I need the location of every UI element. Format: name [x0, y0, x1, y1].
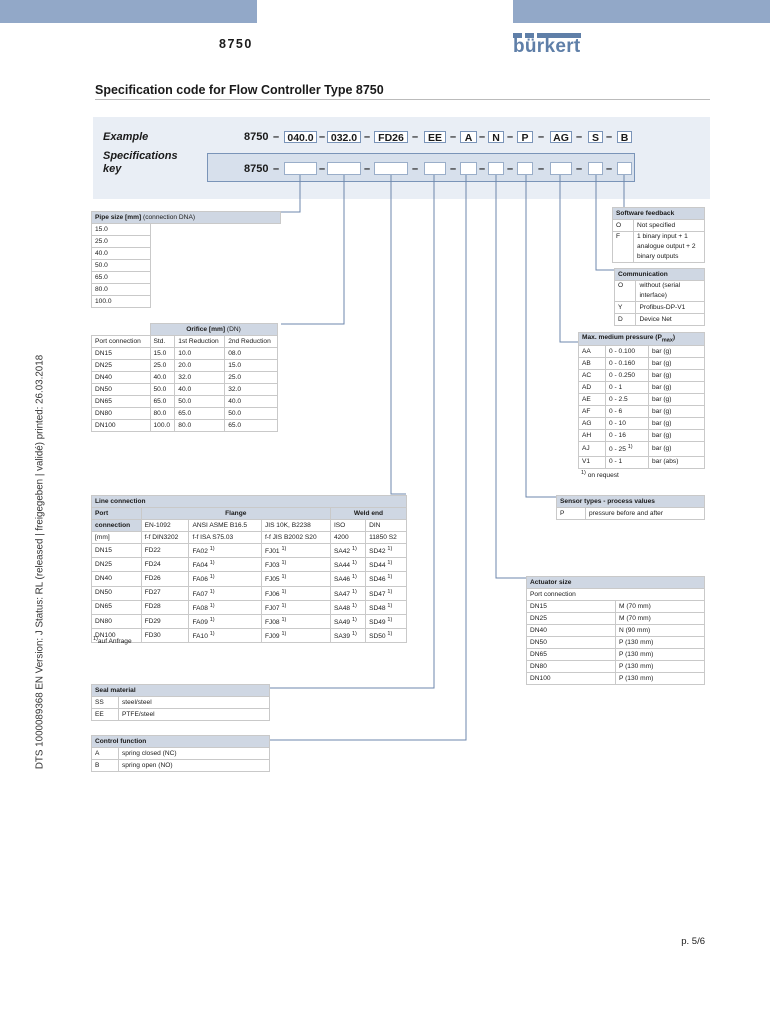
separator: –: [450, 163, 457, 175]
table-row: AB 0 - 0.160 bar (g): [579, 358, 705, 370]
table-row: DN15 15.0 10.0 08.0: [92, 348, 278, 360]
table-row: 15.0: [92, 224, 151, 236]
example-label: Example: [103, 131, 149, 143]
separator: –: [364, 131, 371, 143]
table-row: DN65 P (130 mm): [527, 649, 705, 661]
line-connection-title: Line connection: [92, 496, 407, 508]
example-control-function: A: [460, 131, 477, 143]
separator: –: [606, 163, 613, 175]
example-prefix: 8750: [244, 131, 269, 143]
separator: –: [319, 131, 326, 143]
table-row: AC 0 - 0.250 bar (g): [579, 370, 705, 382]
spec-key-label-line2: key: [103, 163, 122, 175]
max-pressure-footnote: $^{1)}$ on request: [581, 470, 619, 480]
table-row: Y Profibus-DP-V1: [615, 302, 705, 314]
separator: –: [273, 131, 280, 143]
separator: –: [273, 163, 280, 175]
separator: –: [319, 163, 326, 175]
table-row: B spring open (NO): [92, 760, 270, 772]
table-row: DN40 40.0 32.0 25.0: [92, 372, 278, 384]
separator: –: [412, 131, 419, 143]
control-function-title: Control function: [92, 736, 270, 748]
max-pressure-table: [578, 332, 705, 469]
seal-material-table: [91, 684, 270, 721]
table-row: O Not specified: [613, 220, 705, 232]
separator: –: [479, 131, 486, 143]
table-row: F 1 binary input + 1 analogue output + 2 binary outputs: [613, 232, 705, 263]
separator: –: [364, 163, 371, 175]
spec-key-prefix: 8750: [244, 163, 269, 175]
separator: –: [450, 131, 457, 143]
table-row: AH 0 - 16 bar (g): [579, 430, 705, 442]
communication-title: Communication: [615, 269, 705, 281]
table-row: DN40 N (90 mm): [527, 625, 705, 637]
table-row: DN65 65.0 50.0 40.0: [92, 396, 278, 408]
table-row: 50.0: [92, 260, 151, 272]
logo-text: bürkert: [513, 36, 581, 57]
separator: –: [538, 131, 545, 143]
separator: –: [538, 163, 545, 175]
table-row: AE 0 - 2.5 bar (g): [579, 394, 705, 406]
pipe-size-title: Pipe size [mm] (connection DNA): [92, 212, 281, 224]
table-row: 40.0: [92, 248, 151, 260]
table-row: DN50 FD27 FA07 $^{1)}$ FJ06 $^{1)}$ SA47 $^{1)}$ SD47 $^{1)}$: [92, 586, 407, 600]
table-row: EE PTFE/steel: [92, 709, 270, 721]
software-feedback-table: [612, 207, 705, 263]
table-row: DN50 P (130 mm): [527, 637, 705, 649]
separator: –: [412, 163, 419, 175]
table-row: AJ 0 - 25 $^{1)}$ bar (g): [579, 442, 705, 456]
line-connection-table: Line connection Port Flange Weld end connection EN-1092 ANSI ASME B16.5 JIS 10K, B2238 ISO DIN [mm] f-f DIN3202 f-f ISA S75.03 f-f JIS B2002 S20 4200 11850 S2 DN15 FD22 FA02 $^{1)}$ FJ01 $^{1)}$ SA42 $^{1)}$ SD42 $^{1)}$ DN25 FD24 FA04 $^{1)}$ FJ03 $^{1)}$ SA44 $^{1)}$ SD44 $^{1)}$ DN40 FD26 FA06 $^{1)}$ FJ05 $^{1)}$ SA46 $^{1)}$ SD46 $^{1)}$ DN50 FD27 FA07 $^{1)}$ FJ06 $^{1)}$ SA47 $^{1)}$ SD47 $^{1)}$ DN65 FD28 FA08 $^{1)}$ FJ07 $^{1)}$ SA48 $^{1)}$ SD48 $^{1)}$ DN80 FD29 FA09 $^{1)}$ FJ08 $^{1)}$ SA49 $^{1)}$ SD49 $^{1)}$ DN100 FD30 FA10 $^{1)}$ FJ09 $^{1)}$ SA39 $^{1)}$ SD50 $^{1)}$: [91, 495, 407, 643]
spec-key-label-line1: Specifications: [103, 150, 178, 162]
table-row: DN40 FD26 FA06 $^{1)}$ FJ05 $^{1)}$ SA46 $^{1)}$ SD46 $^{1)}$: [92, 572, 407, 586]
max-pressure-title: Max. medium pressure $(P_{max})$: [579, 333, 705, 346]
separator: –: [576, 163, 583, 175]
table-row: DN65 FD28 FA08 $^{1)}$ FJ07 $^{1)}$ SA48 $^{1)}$ SD48 $^{1)}$: [92, 600, 407, 614]
table-row: DN80 80.0 65.0 50.0: [92, 408, 278, 420]
table-row: 25.0: [92, 236, 151, 248]
separator: –: [576, 131, 583, 143]
table-row: D Device Net: [615, 314, 705, 326]
table-row: SS steel/steel: [92, 697, 270, 709]
example-orifice: 032.0: [327, 131, 361, 143]
table-row: DN100 FD30 FA10 $^{1)}$ FJ09 $^{1)}$ SA39 $^{1)}$ SD50 $^{1)}$: [92, 629, 407, 643]
communication-table: [614, 268, 705, 326]
table-row: AF 0 - 6 bar (g): [579, 406, 705, 418]
page-number: p. 5/6: [681, 936, 705, 947]
table-row: 65.0: [92, 272, 151, 284]
separator: –: [507, 163, 514, 175]
page-title: Specification code for Flow Controller Type 8750: [95, 83, 384, 97]
table-row: 80.0: [92, 284, 151, 296]
table-row: 100.0: [92, 296, 151, 308]
sensor-types-title: Sensor types - process values: [557, 496, 705, 508]
table-row: DN100 P (130 mm): [527, 673, 705, 685]
table-row: DN15 M (70 mm): [527, 601, 705, 613]
sensor-types-table: [556, 495, 705, 520]
table-row: AG 0 - 10 bar (g): [579, 418, 705, 430]
separator: –: [479, 163, 486, 175]
table-row: DN15 FD22 FA02 $^{1)}$ FJ01 $^{1)}$ SA42 $^{1)}$ SD42 $^{1)}$: [92, 544, 407, 558]
example-actuator-size: N: [488, 131, 504, 143]
table-row: DN50 50.0 40.0 32.0: [92, 384, 278, 396]
separator: –: [507, 131, 514, 143]
table-row: DN25 FD24 FA04 $^{1)}$ FJ03 $^{1)}$ SA44 $^{1)}$ SD44 $^{1)}$: [92, 558, 407, 572]
table-row: AD 0 - 1 bar (g): [579, 382, 705, 394]
control-function-table: [91, 735, 270, 772]
table-row: DN80 P (130 mm): [527, 661, 705, 673]
actuator-size-title: Actuator size: [527, 577, 705, 589]
table-header-row: Port connection Std. 1st Reduction 2nd Reduction: [92, 336, 278, 348]
orifice-title: Orifice [mm] (DN): [150, 324, 277, 336]
table-row: DN25 25.0 20.0 15.0: [92, 360, 278, 372]
separator: –: [606, 131, 613, 143]
table-row: A spring closed (NC): [92, 748, 270, 760]
example-line-connection: FD26: [374, 131, 408, 143]
example-max-pressure: AG: [550, 131, 572, 143]
table-row: DN25 M (70 mm): [527, 613, 705, 625]
table-row: P pressure before and after: [557, 508, 705, 520]
table-row: AA 0 - 0.100 bar (g): [579, 346, 705, 358]
example-pipe-size: 040.0: [284, 131, 317, 143]
table-row: DN100 100.0 80.0 65.0: [92, 420, 278, 432]
orifice-table: [91, 323, 278, 432]
seal-material-title: Seal material: [92, 685, 270, 697]
pipe-size-rows: [91, 223, 151, 308]
example-software-feedback: B: [617, 131, 632, 143]
model-number: 8750: [219, 37, 253, 51]
example-seal-material: EE: [424, 131, 446, 143]
example-communication: S: [588, 131, 603, 143]
software-feedback-title: Software feedback: [613, 208, 705, 220]
table-row: DN80 FD29 FA09 $^{1)}$ FJ08 $^{1)}$ SA49 $^{1)}$ SD49 $^{1)}$: [92, 614, 407, 628]
actuator-size-table: Actuator size Port connection DN15 M (70 mm) DN25 M (70 mm) DN40 N (90 mm) DN50 P (130 mm) DN65 P (130 mm) DN80 P (130 mm) DN100 P (130 mm): [526, 576, 705, 685]
table-row: O without (serial interface): [615, 281, 705, 302]
table-row: V1 0 - 1 bar (abs): [579, 456, 705, 468]
example-sensor-type: P: [517, 131, 533, 143]
line-connection-footnote: $^{1)}$auf Anfrage: [93, 636, 132, 646]
